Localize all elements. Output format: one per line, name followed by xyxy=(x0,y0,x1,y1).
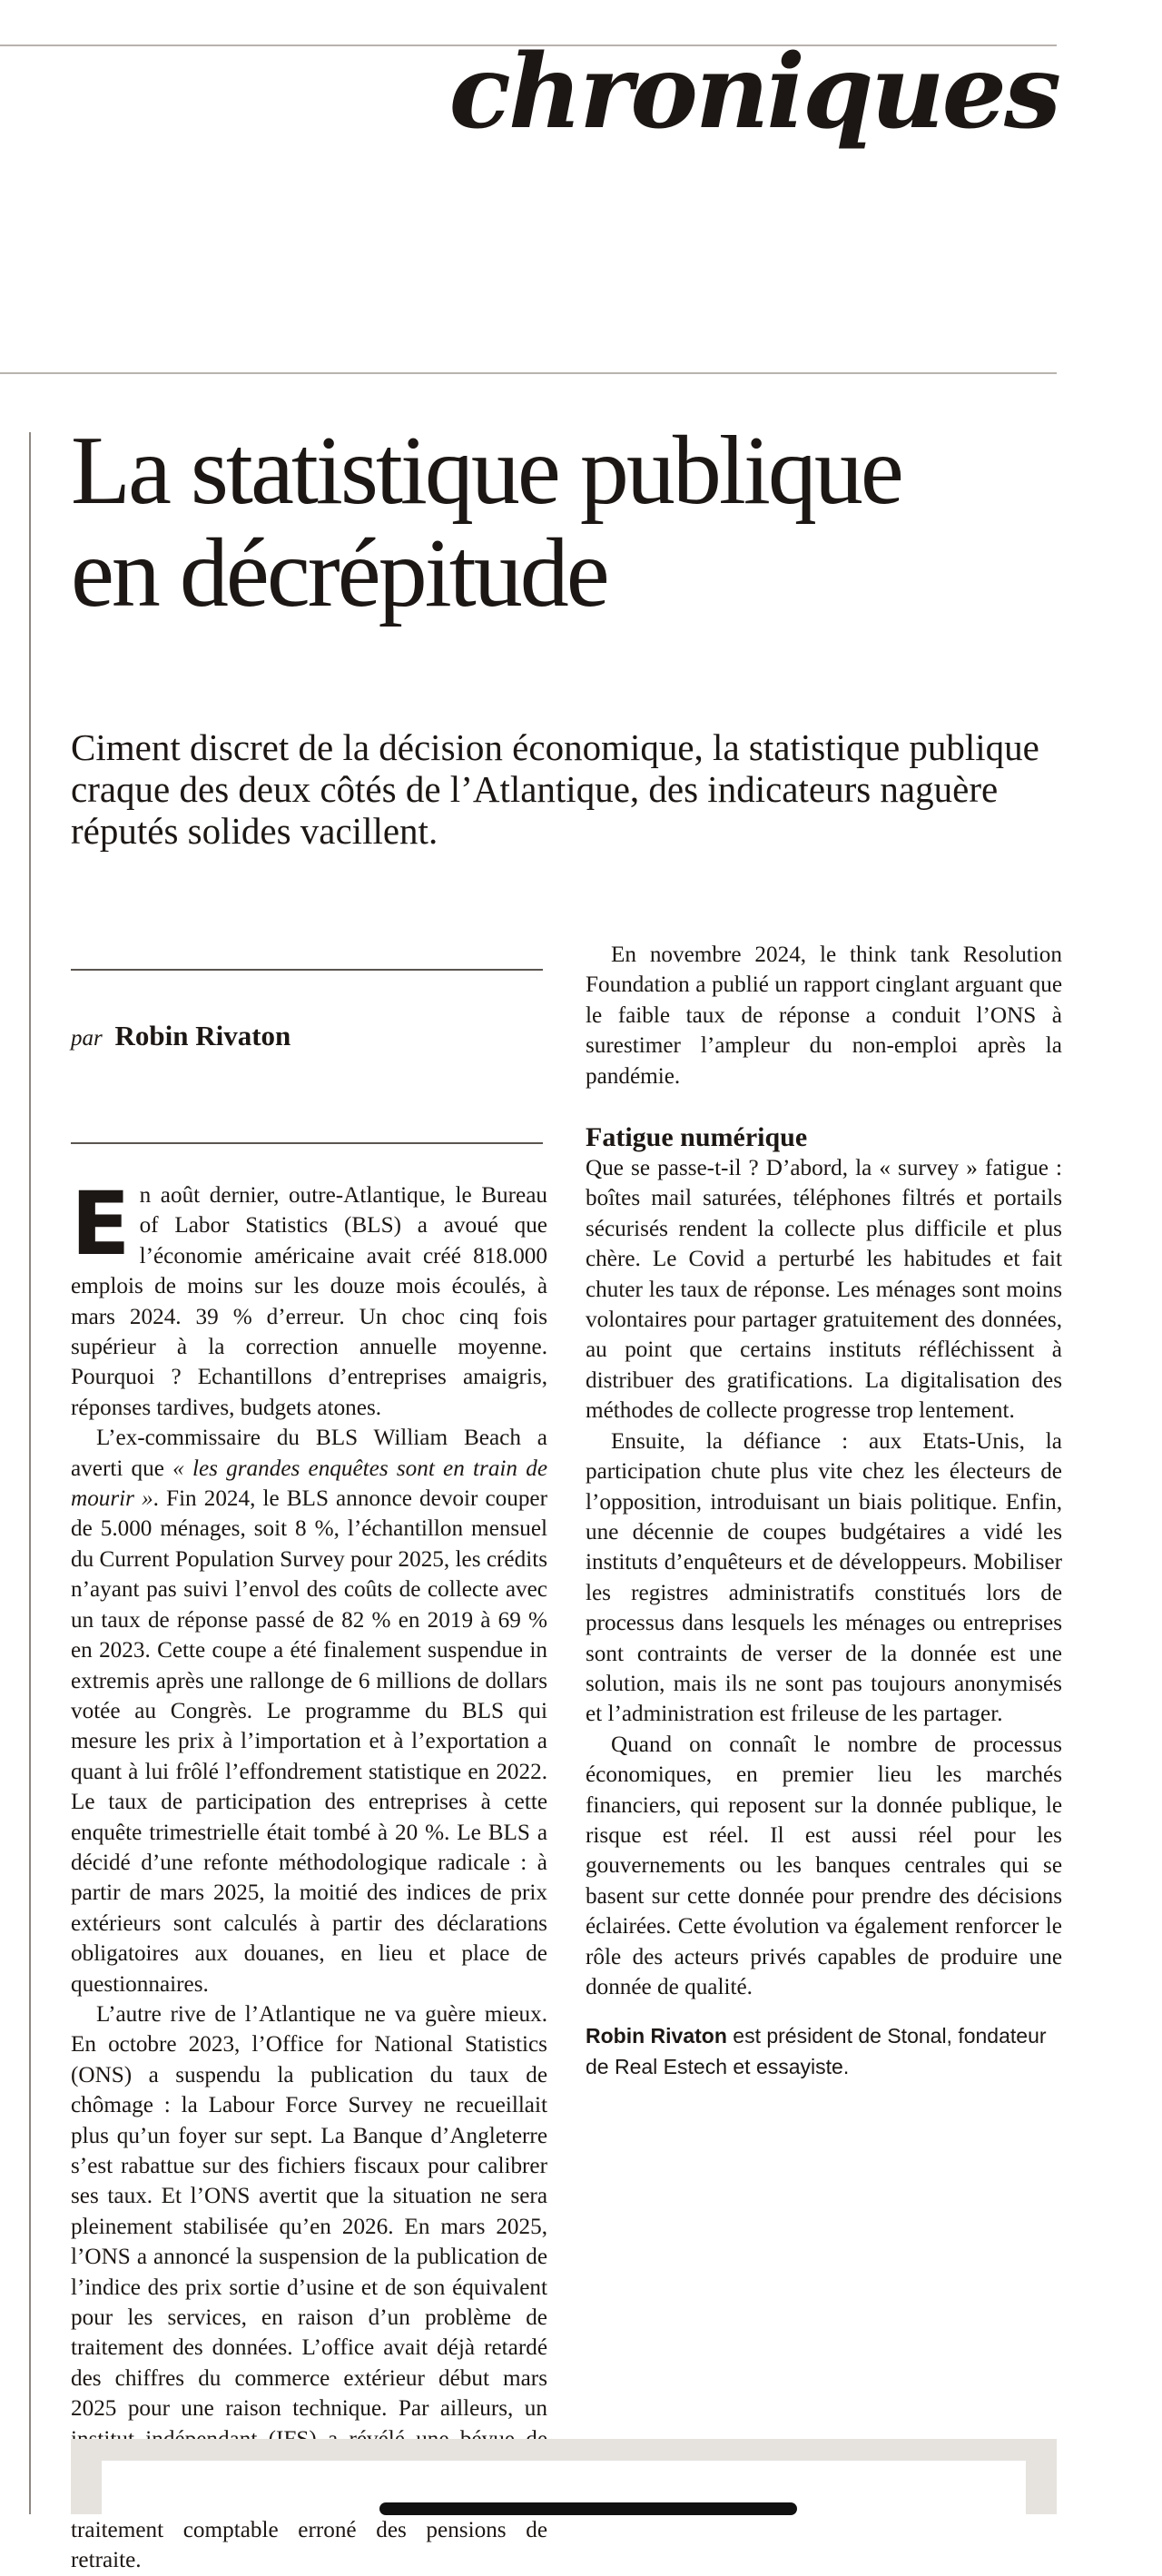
article-deck: Ciment discret de la décision économique, la statistique publique craque des deux côtés de l’Atlantique, des indicateurs naguère réputés solides vacillent. xyxy=(71,726,1039,852)
paragraph-1-text: n août dernier, outre-Atlantique, le Bureau of Labor Statistics (BLS) a avoué que l’économie américaine avait créé 818.000 emplois de moins sur les douze mois écoulés, à mars 2024. 39 % d’erreur. Un choc cinq fois supérieur à la correction annuelle moyenne. Pourquoi ? Echantillons d’entreprises amaigris, réponses tardives, budgets atones. xyxy=(71,1183,547,1420)
article-column-2 xyxy=(586,940,1062,2082)
paragraph-2-start: L’ex-commissaire du BLS William Beach a averti que xyxy=(71,1426,547,1481)
article-headline xyxy=(71,419,1069,625)
section-title: chroniques xyxy=(448,33,1059,152)
subheading: Fatigue numérique xyxy=(586,1122,808,1153)
byline xyxy=(71,1020,290,1052)
paragraph-6: Ensuite, la défiance : aux Etats-Unis, la participation chute plus vite chez les électeurs de l’opposition, introduisant un biais politique. Enfin, une décennie de coupes budgétaires a vidé les instituts d’enquêteurs et de développeurs. Mobiliser les registres administratifs constitués lors de processus dans lesquels les ménages ou entreprises sont contraints de verser de la donnée est une solution, mais ils ne sont pas toujours anonymisés et l’administration est frileuse de les partager. xyxy=(586,1428,1062,1727)
paragraph-3: L’autre rive de l’Atlantique ne va guère mieux. En octobre 2023, l’Office for National Statistics (ONS) a suspendu la publication du taux de chômage : la Labour Force Survey ne recueillait plus qu’un foyer sur sept. La Banque d’Angleterre s’est rabattue sur des fichiers fiscaux pour calibrer ses taux. Et l’ONS avertit que la situation ne sera pleinement stabilisée qu’en 2026. En mars 2025, l’ONS a annoncé la suspension de la publication de l’indice des prix sortie d’usine et de son équivalent pour les services, en raison d’un problème de traitement des données. L’office avait déjà retardé des chiffres du commerce extérieur début mars 2025 pour une raison technique. Par ailleurs, un traitement comptable erroné des pensions de retraite. xyxy=(71,2001,547,2573)
byline-rule-bottom xyxy=(71,1142,543,1144)
author-bio-text: est président de Stonal, fondateur de Real Estech et essayiste. xyxy=(586,2024,1047,2079)
header-rule xyxy=(0,372,1057,374)
paragraph-7: Quand on connaît le nombre de processus économiques, en premier lieu les marchés financiers, qui reposent sur la donnée publique, le risque est réel. Il est aussi réel pour les gouvernements ou les banques centrales qui se basent sur cette donnée pour prendre des décisions éclairées. Cette évolution va également renforcer le rôle des acteurs privés capables de produire une donnée de qualité. xyxy=(586,1732,1062,1999)
headline-line-1: La statistique publique xyxy=(71,417,901,525)
paragraph-2-end: . Fin 2024, le BLS annonce devoir couper de 5.000 ménages, soit 8 %, l’échantillon mensuel du Current Population Survey pour 2025, les crédits n’ayant pas suivi l’envol des coûts de collecte avec un taux de réponse passé de 82 % en 2019 à 69 % en 2023. Cette coupe a été finalement suspendue in extremis après une rallonge de 6 millions de dollars votée au Congrès. Le programme du BLS qui mesure les prix à l’importation et à l’exportation a quant à lui frôlé l’effondrement statistique en 2022. Le taux de participation des entreprises à cette enquête trimestrielle était tombé à 20 %. Le BLS a décidé d’une refonte méthodologique radicale : à partir de mars 2025, la moitié des indices de prix extérieurs sont calculés à partir des déclarations obligatoires aux douanes, en lieu et place de questionnaires. xyxy=(71,1486,547,1997)
headline-line-2: en décrépitude xyxy=(71,519,607,627)
paragraph-5: Que se passe-t-il ? D’abord, la « survey » fatigue : boîtes mail saturées, téléphones filtrés et portails sécurisés rendent la collecte plus difficile et plus chère. Le Covid a perturbé les habitudes et fait chuter les taux de réponse. Les ménages sont moins volontaires pour partager gratuitement des données, au point que certains instituts réfléchissent à distribuer des gratifications. La digitalisation des méthodes de collecte progresse trop lentement. xyxy=(586,1156,1062,1424)
paragraph-2 xyxy=(71,1423,547,1999)
left-margin-rule xyxy=(29,432,31,2514)
byline-rule-top xyxy=(71,969,543,971)
byline-prefix: par xyxy=(71,1026,103,1051)
drop-cap: E xyxy=(71,1173,131,1275)
paragraph-2-quote: « les grandes enquêtes sont en train de mourir » xyxy=(71,1456,548,1512)
paragraph-4: En novembre 2024, le think tank Resolution Foundation a publié un rapport cinglant arguant que le faible taux de réponse a conduit l’ONS à surestimer l’ampleur du non-emploi après la pandémie. xyxy=(586,943,1062,1089)
article-column-1 xyxy=(71,1173,548,2576)
byline-author[interactable]: Robin Rivaton xyxy=(114,1020,291,1051)
author-bio-name: Robin Rivaton xyxy=(586,2024,727,2048)
home-indicator[interactable] xyxy=(379,2502,797,2515)
paragraph-1 xyxy=(71,1173,547,1423)
author-bio xyxy=(586,2020,1062,2082)
